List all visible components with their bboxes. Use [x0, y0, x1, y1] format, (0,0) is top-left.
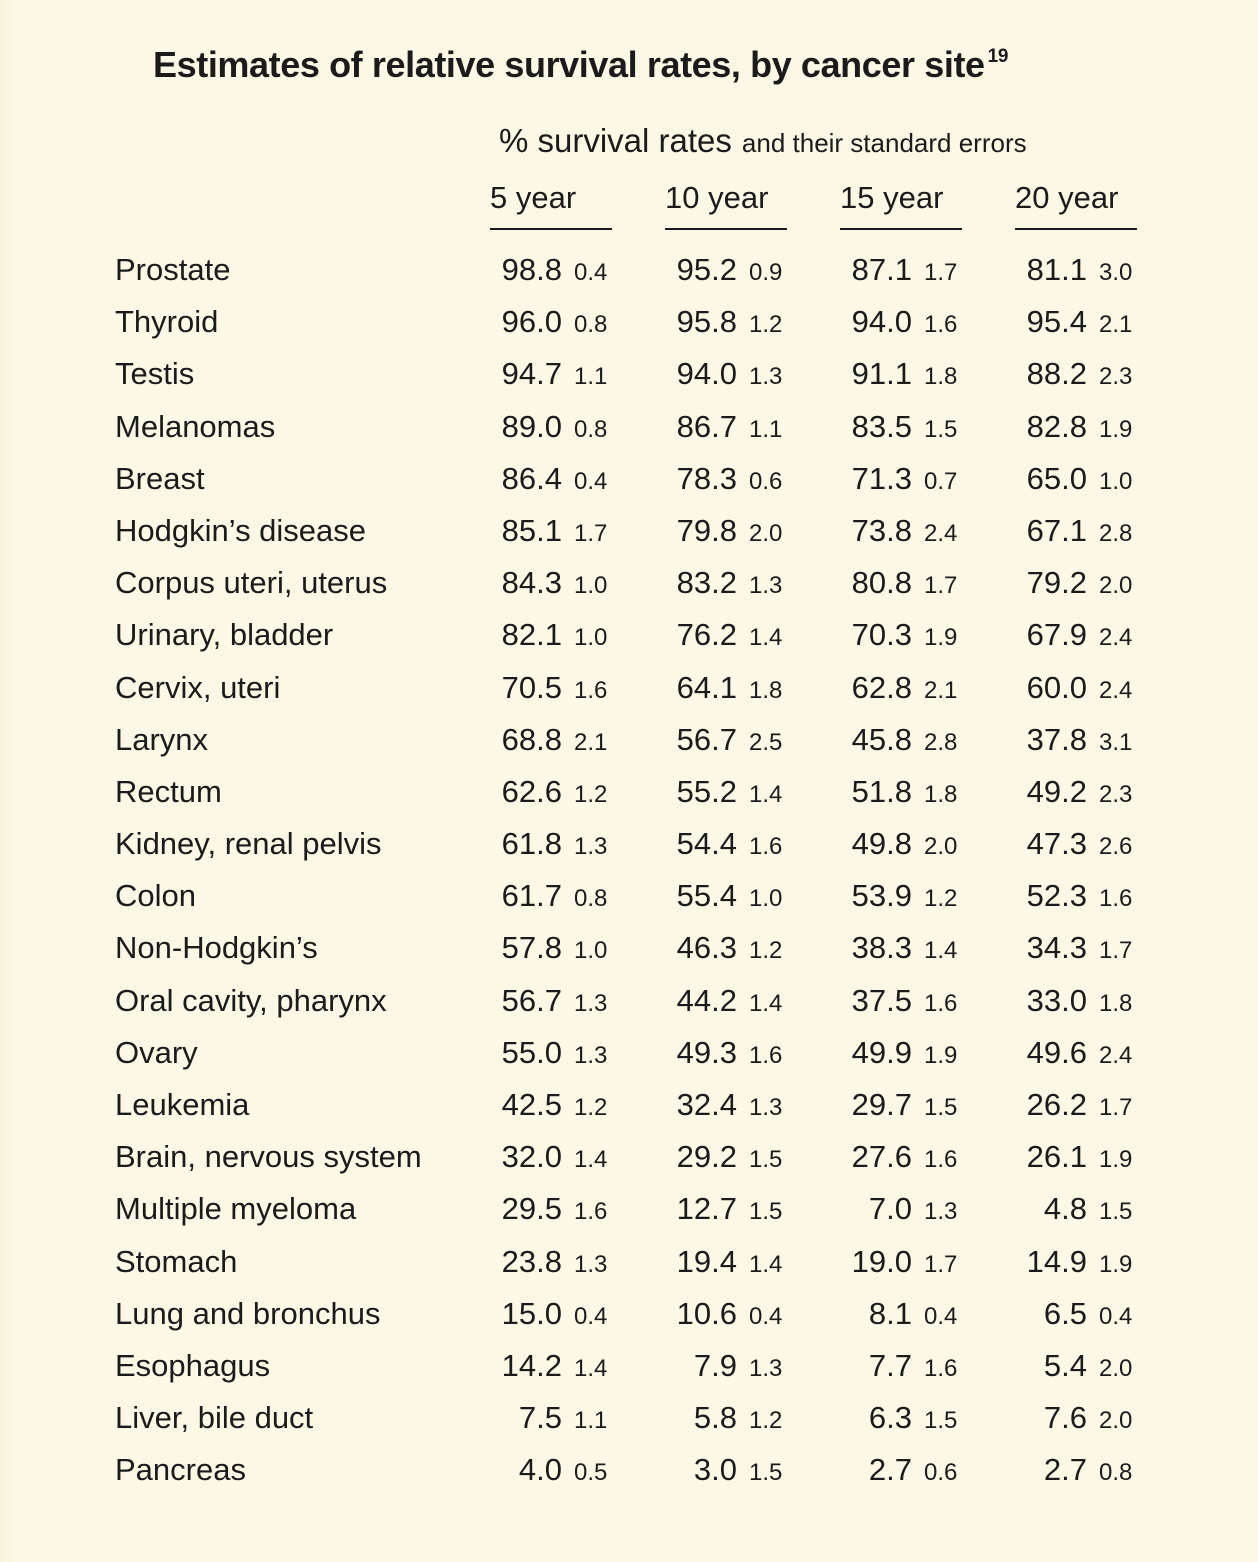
survival-rate-value: 55.0 [501, 1034, 562, 1070]
table-row [0, 1139, 1258, 1191]
standard-error-value: 1.4 [749, 624, 783, 652]
standard-error-value: 0.8 [574, 885, 608, 913]
standard-error-value: 1.4 [749, 780, 783, 808]
survival-rate-value: 33.0 [1026, 982, 1087, 1018]
standard-error-value: 1.3 [574, 833, 608, 861]
standard-error-value: 1.3 [749, 1354, 783, 1382]
standard-error-value: 1.7 [1099, 1094, 1133, 1121]
row-label-cancer-site: Multiple myeloma [115, 1191, 357, 1227]
standard-error-value: 0.4 [924, 1302, 958, 1330]
table-row [0, 1400, 1258, 1452]
survival-rate-value: 94.0 [676, 356, 737, 392]
survival-rate-value: 7.9 [693, 1347, 737, 1383]
row-label-cancer-site: Larynx [115, 721, 209, 757]
survival-rate-value: 64.1 [676, 669, 737, 705]
survival-rate-value: 88.2 [1026, 356, 1087, 392]
standard-error-value: 1.6 [574, 1198, 608, 1226]
survival-rate-value: 29.7 [851, 1087, 912, 1122]
table-row [0, 565, 1258, 617]
standard-error-value: 0.7 [924, 467, 958, 495]
survival-rate-value: 7.7 [868, 1347, 912, 1383]
standard-error-value: 1.5 [749, 1198, 783, 1226]
survival-rate-value: 29.5 [501, 1191, 562, 1227]
table-row [0, 670, 1258, 722]
column-header: 20 year [1015, 180, 1137, 230]
standard-error-value: 3.1 [1099, 728, 1133, 756]
table-row [0, 356, 1258, 408]
standard-error-value: 1.1 [749, 415, 783, 443]
survival-rate-value: 79.2 [1026, 565, 1087, 601]
standard-error-value: 1.7 [924, 572, 958, 600]
survival-rate-value: 53.9 [851, 878, 912, 914]
table-row [0, 930, 1258, 982]
row-label-cancer-site: Corpus uteri, uterus [115, 565, 388, 601]
standard-error-value: 1.2 [574, 1094, 608, 1121]
standard-error-value: 1.6 [924, 989, 958, 1017]
table-row [0, 774, 1258, 826]
row-label-cancer-site: Lung and bronchus [115, 1295, 381, 1331]
column-header: 10 year [665, 180, 787, 230]
survival-rate-value: 14.9 [1026, 1243, 1087, 1279]
standard-error-value: 1.7 [1099, 937, 1133, 965]
standard-error-value: 1.4 [749, 1250, 783, 1278]
table-row [0, 1035, 1258, 1087]
survival-rate-value: 49.8 [851, 826, 912, 862]
survival-rate-value: 65.0 [1026, 460, 1087, 496]
standard-error-value: 2.4 [924, 519, 958, 547]
standard-error-value: 1.6 [924, 1354, 958, 1382]
standard-error-value: 1.2 [924, 885, 958, 913]
survival-rate-value: 82.8 [1026, 408, 1087, 444]
survival-rate-value: 80.8 [851, 565, 912, 601]
standard-error-value: 0.4 [749, 1302, 783, 1330]
survival-rate-value: 38.3 [851, 930, 912, 966]
row-label-cancer-site: Brain, nervous system [115, 1139, 422, 1175]
survival-rate-value: 76.2 [676, 617, 737, 653]
standard-error-value: 1.6 [749, 833, 783, 861]
survival-rate-value: 67.1 [1026, 512, 1087, 548]
survival-rate-value: 91.1 [851, 356, 912, 392]
column-headers [0, 180, 1190, 230]
standard-error-value: 1.4 [924, 937, 958, 965]
survival-rate-value: 15.0 [501, 1295, 562, 1331]
survival-rate-value: 6.5 [1043, 1295, 1087, 1331]
row-label-cancer-site: Kidney, renal pelvis [115, 826, 382, 862]
survival-rate-value: 51.8 [851, 773, 912, 809]
standard-error-value: 1.2 [749, 311, 783, 339]
survival-rate-value: 83.2 [676, 565, 737, 601]
standard-error-value: 1.2 [574, 780, 608, 808]
standard-error-value: 2.6 [1099, 833, 1133, 861]
survival-rate-value: 98.8 [501, 252, 562, 287]
survival-rate-value: 29.2 [676, 1139, 737, 1175]
standard-error-value: 1.7 [574, 519, 608, 547]
column-header: 15 year [840, 180, 962, 230]
standard-error-value: 1.9 [924, 1041, 958, 1069]
table-row [0, 722, 1258, 774]
standard-error-value: 1.9 [1099, 415, 1133, 443]
survival-rate-value: 23.8 [501, 1243, 562, 1279]
survival-rate-value: 45.8 [851, 721, 912, 757]
survival-rate-value: 19.0 [851, 1243, 912, 1279]
survival-rate-value: 12.7 [676, 1191, 737, 1227]
standard-error-value: 1.3 [574, 989, 608, 1017]
standard-error-value: 1.0 [749, 885, 783, 913]
standard-error-value: 1.9 [1099, 1250, 1133, 1278]
standard-error-value: 1.4 [749, 989, 783, 1017]
standard-error-value: 2.1 [924, 676, 958, 704]
row-label-cancer-site: Thyroid [115, 304, 219, 340]
row-label-cancer-site: Cervix, uteri [115, 669, 281, 705]
subtitle-primary: % survival rates [499, 122, 732, 159]
title-text: Estimates of relative survival rates, by cancer site [153, 44, 985, 85]
survival-rate-value: 2.7 [1043, 1452, 1087, 1488]
survival-rate-value: 68.8 [501, 721, 562, 757]
survival-rate-value: 71.3 [851, 460, 912, 496]
standard-error-value: 0.4 [574, 259, 608, 286]
table-row [0, 1296, 1258, 1348]
standard-error-value: 2.0 [749, 519, 783, 547]
standard-error-value: 0.9 [749, 259, 783, 286]
row-label-cancer-site: Rectum [115, 773, 222, 809]
standard-error-value: 1.2 [749, 1407, 783, 1435]
standard-error-value: 2.8 [924, 728, 958, 756]
survival-rate-value: 95.2 [676, 252, 737, 287]
standard-error-value: 1.7 [924, 1250, 958, 1278]
survival-rate-value: 89.0 [501, 408, 562, 444]
standard-error-value: 1.5 [749, 1146, 783, 1174]
survival-rate-value: 49.3 [676, 1034, 737, 1070]
survival-rate-value: 55.4 [676, 878, 737, 914]
column-header-spacer [115, 180, 490, 230]
page-title [153, 44, 1008, 86]
survival-rate-value: 84.3 [501, 565, 562, 601]
survival-rate-value: 79.8 [676, 512, 737, 548]
standard-error-value: 2.4 [1099, 676, 1133, 704]
row-label-cancer-site: Prostate [115, 252, 231, 287]
standard-error-value: 1.0 [1099, 467, 1133, 495]
table-row [0, 252, 1258, 304]
survival-rate-value: 10.6 [676, 1295, 737, 1331]
survival-rate-value: 70.3 [851, 617, 912, 653]
survival-rate-value: 37.8 [1026, 721, 1087, 757]
survival-rate-value: 56.7 [676, 721, 737, 757]
standard-error-value: 0.8 [574, 311, 608, 339]
standard-error-value: 1.4 [574, 1146, 608, 1174]
table-subtitle [499, 122, 1027, 160]
standard-error-value: 1.6 [924, 311, 958, 339]
standard-error-value: 1.3 [749, 1094, 783, 1121]
standard-error-value: 0.4 [574, 467, 608, 495]
survival-rate-value: 44.2 [676, 982, 737, 1018]
survival-rate-value: 62.6 [501, 773, 562, 809]
survival-rate-value: 2.7 [868, 1452, 912, 1488]
survival-rate-value: 26.1 [1026, 1139, 1087, 1175]
standard-error-value: 1.6 [1099, 885, 1133, 913]
standard-error-value: 2.0 [1099, 572, 1133, 600]
standard-error-value: 1.6 [574, 676, 608, 704]
standard-error-value: 2.4 [1099, 1041, 1133, 1069]
survival-rate-value: 78.3 [676, 460, 737, 496]
table-row [0, 513, 1258, 565]
standard-error-value: 1.9 [1099, 1146, 1133, 1174]
survival-rate-value: 94.0 [851, 304, 912, 340]
survival-rate-value: 82.1 [501, 617, 562, 653]
table-row [0, 878, 1258, 930]
standard-error-value: 1.3 [749, 572, 783, 600]
survival-rate-value: 32.4 [676, 1087, 737, 1122]
table-row [0, 617, 1258, 669]
standard-error-value: 1.5 [924, 415, 958, 443]
survival-rate-value: 5.8 [693, 1400, 737, 1436]
standard-error-value: 2.5 [749, 728, 783, 756]
row-label-cancer-site: Leukemia [115, 1087, 250, 1122]
table-row [0, 983, 1258, 1035]
standard-error-value: 2.0 [924, 833, 958, 861]
survival-rate-value: 7.5 [518, 1400, 562, 1436]
standard-error-value: 1.3 [924, 1198, 958, 1226]
standard-error-value: 0.4 [574, 1302, 608, 1330]
row-label-cancer-site: Hodgkin’s disease [115, 512, 367, 548]
survival-rate-value: 8.1 [868, 1295, 912, 1331]
standard-error-value: 1.9 [924, 624, 958, 652]
survival-rate-value: 42.5 [501, 1087, 562, 1122]
standard-error-value: 1.7 [924, 259, 958, 286]
survival-rate-value: 60.0 [1026, 669, 1087, 705]
survival-rate-value: 7.6 [1043, 1400, 1087, 1436]
survival-rate-value: 32.0 [501, 1139, 562, 1175]
standard-error-value: 2.0 [1099, 1407, 1133, 1435]
row-label-cancer-site: Liver, bile duct [115, 1400, 314, 1436]
standard-error-value: 2.3 [1099, 363, 1133, 391]
standard-error-value: 2.3 [1099, 780, 1133, 808]
standard-error-value: 1.1 [574, 363, 608, 391]
table-row [0, 1087, 1258, 1139]
table-row [0, 1191, 1258, 1243]
survival-rate-value: 62.8 [851, 669, 912, 705]
standard-error-value: 2.4 [1099, 624, 1133, 652]
survival-rate-value: 96.0 [501, 304, 562, 340]
standard-error-value: 1.0 [574, 572, 608, 600]
standard-error-value: 2.8 [1099, 519, 1133, 547]
survival-rate-value: 67.9 [1026, 617, 1087, 653]
standard-error-value: 1.1 [574, 1407, 608, 1435]
standard-error-value: 3.0 [1099, 259, 1133, 286]
survival-rate-value: 49.2 [1026, 773, 1087, 809]
survival-rate-value: 85.1 [501, 512, 562, 548]
survival-rate-value: 19.4 [676, 1243, 737, 1279]
survival-rate-value: 95.4 [1026, 304, 1087, 340]
table-row [0, 1452, 1258, 1504]
standard-error-value: 0.6 [749, 467, 783, 495]
row-label-cancer-site: Urinary, bladder [115, 617, 334, 653]
table-row [0, 1348, 1258, 1400]
row-label-cancer-site: Non-Hodgkin’s [115, 930, 318, 966]
standard-error-value: 0.8 [574, 415, 608, 443]
survival-rate-value: 37.5 [851, 982, 912, 1018]
survival-rate-value: 86.4 [501, 460, 562, 496]
survival-rate-value: 49.6 [1026, 1034, 1087, 1070]
standard-error-value: 0.8 [1099, 1459, 1133, 1487]
standard-error-value: 1.0 [574, 937, 608, 965]
subtitle-secondary: and their standard errors [741, 128, 1027, 158]
survival-rate-value: 56.7 [501, 982, 562, 1018]
standard-error-value: 1.5 [924, 1407, 958, 1435]
standard-error-value: 2.0 [1099, 1354, 1133, 1382]
standard-error-value: 0.6 [924, 1459, 958, 1487]
row-label-cancer-site: Testis [115, 356, 195, 392]
standard-error-value: 1.8 [924, 780, 958, 808]
standard-error-value: 1.3 [574, 1041, 608, 1069]
standard-error-value: 0.5 [574, 1459, 608, 1487]
standard-error-value: 2.1 [574, 728, 608, 756]
row-label-cancer-site: Oral cavity, pharynx [115, 982, 387, 1018]
table-row [0, 1244, 1258, 1296]
standard-error-value: 1.5 [924, 1094, 958, 1121]
survival-rate-value: 3.0 [693, 1452, 737, 1488]
survival-rate-value: 87.1 [851, 252, 912, 287]
row-label-cancer-site: Breast [115, 460, 205, 496]
standard-error-value: 1.3 [574, 1250, 608, 1278]
table-row [0, 826, 1258, 878]
survival-rate-value: 26.2 [1026, 1087, 1087, 1122]
survival-rate-value: 57.8 [501, 930, 562, 966]
survival-rate-value: 86.7 [676, 408, 737, 444]
survival-rate-value: 6.3 [868, 1400, 912, 1436]
standard-error-value: 1.5 [1099, 1198, 1133, 1226]
survival-rate-value: 47.3 [1026, 826, 1087, 862]
table-row [0, 409, 1258, 461]
survival-rate-value: 4.8 [1043, 1191, 1087, 1227]
standard-error-value: 1.8 [924, 363, 958, 391]
row-label-cancer-site: Esophagus [115, 1347, 271, 1383]
survival-rate-value: 83.5 [851, 408, 912, 444]
survival-rate-value: 5.4 [1043, 1347, 1087, 1383]
survival-rate-value: 46.3 [676, 930, 737, 966]
survival-rate-value: 54.4 [676, 826, 737, 862]
survival-rate-value: 34.3 [1026, 930, 1087, 966]
standard-error-value: 1.3 [749, 363, 783, 391]
table-body [0, 252, 1258, 1505]
standard-error-value: 1.6 [749, 1041, 783, 1069]
survival-rate-value: 73.8 [851, 512, 912, 548]
row-label-cancer-site: Ovary [115, 1034, 198, 1070]
survival-rate-value: 52.3 [1026, 878, 1087, 914]
survival-rate-value: 81.1 [1026, 252, 1087, 287]
survival-rate-value: 4.0 [518, 1452, 562, 1488]
standard-error-value: 2.1 [1099, 311, 1133, 339]
survival-rate-value: 61.7 [501, 878, 562, 914]
title-footnote-superscript: 19 [987, 46, 1008, 67]
row-label-cancer-site: Stomach [115, 1243, 238, 1279]
row-label-cancer-site: Colon [115, 878, 196, 914]
column-header: 5 year [490, 180, 612, 230]
standard-error-value: 1.8 [1099, 989, 1133, 1017]
standard-error-value: 1.6 [924, 1146, 958, 1174]
survival-rate-value: 27.6 [851, 1139, 912, 1175]
survival-rate-value: 94.7 [501, 356, 562, 392]
survival-rate-value: 7.0 [868, 1191, 912, 1227]
survival-rate-value: 61.8 [501, 826, 562, 862]
standard-error-value: 1.4 [574, 1354, 608, 1382]
table-row [0, 304, 1258, 356]
survival-rate-value: 14.2 [501, 1347, 562, 1383]
survival-rate-value: 70.5 [501, 669, 562, 705]
standard-error-value: 1.2 [749, 937, 783, 965]
standard-error-value: 1.5 [749, 1459, 783, 1487]
survival-rate-value: 95.8 [676, 304, 737, 340]
standard-error-value: 0.4 [1099, 1302, 1133, 1330]
row-label-cancer-site: Pancreas [115, 1452, 246, 1488]
table-row [0, 461, 1258, 513]
standard-error-value: 1.0 [574, 624, 608, 652]
survival-rate-value: 49.9 [851, 1034, 912, 1070]
row-label-cancer-site: Melanomas [115, 408, 276, 444]
standard-error-value: 1.8 [749, 676, 783, 704]
survival-rate-value: 55.2 [676, 773, 737, 809]
